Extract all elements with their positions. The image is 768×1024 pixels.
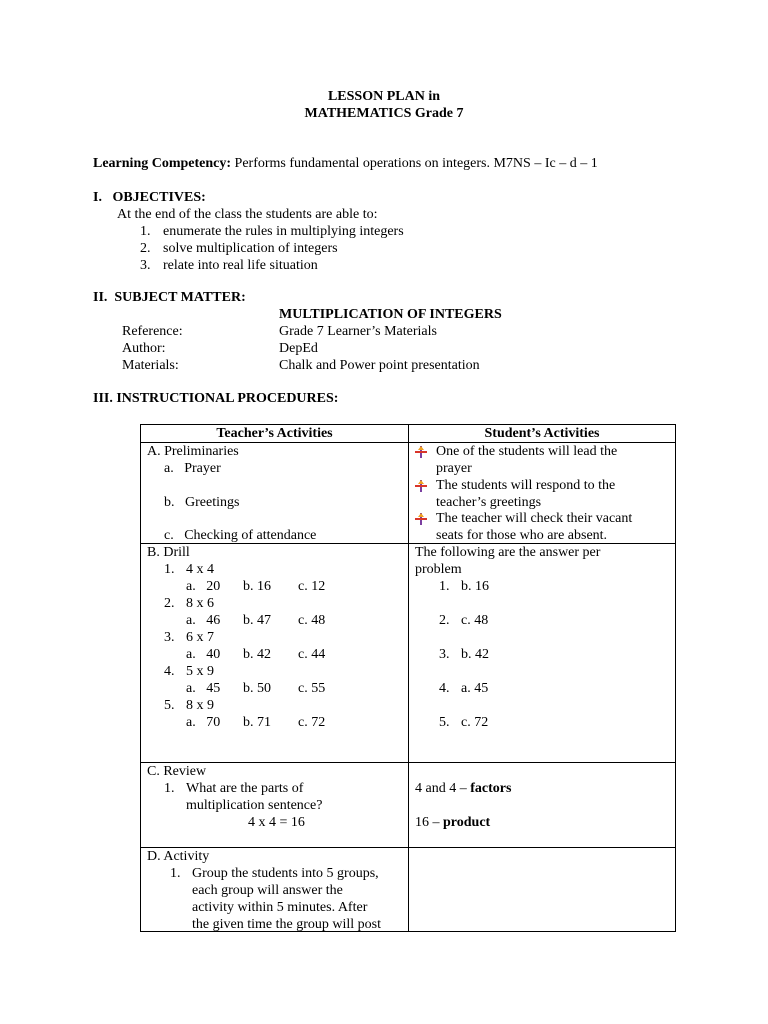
preliminary-item: b. Greetings [164, 495, 240, 510]
preliminaries-title: A. Preliminaries [147, 444, 239, 459]
student-activity-line: seats for those who are absent. [436, 528, 608, 543]
arrow-bullet-icon [415, 480, 427, 492]
activity-student-cell [409, 848, 676, 932]
drill-choice-b: b. 16 [243, 579, 271, 594]
drill-choice-b: b. 47 [243, 613, 271, 628]
review-title: C. Review [147, 764, 207, 779]
drill-question: 5 x 9 [186, 664, 214, 679]
objective-num-3: 3. [140, 258, 151, 273]
activity-teacher-cell [141, 848, 409, 932]
drill-choice-c: c. 55 [298, 681, 326, 696]
review-student-cell [409, 763, 676, 848]
objective-item-3: relate into real life situation [163, 258, 318, 273]
activity-line: each group will answer the [192, 883, 343, 898]
answer-num: 5. [439, 715, 450, 730]
subject-topic: MULTIPLICATION OF INTEGERS [279, 307, 502, 322]
activity-line: Group the students into 5 groups, [192, 866, 379, 881]
drill-choice-c: c. 44 [298, 647, 326, 662]
table-row [141, 443, 676, 544]
arrow-bullet-icon [415, 513, 427, 525]
student-activity-line: teacher’s greetings [436, 495, 542, 510]
drill-choice-c: c. 48 [298, 613, 326, 628]
drill-choice-b: b. 42 [243, 647, 271, 662]
drill-question: 4 x 4 [186, 562, 214, 577]
procedures-heading: III. INSTRUCTIONAL PROCEDURES: [93, 391, 339, 406]
drill-num: 4. [164, 664, 175, 679]
title-line-2: MATHEMATICS Grade 7 [304, 106, 464, 121]
review-answer-text: 16 – [415, 815, 443, 830]
preliminary-item: a. Prayer [164, 461, 221, 476]
student-activities-header: Student’s Activities [409, 425, 676, 443]
drill-choice-b: b. 71 [243, 715, 271, 730]
preliminaries-student-cell [409, 443, 676, 544]
drill-choice-a: a. 40 [186, 647, 221, 662]
drill-question: 8 x 9 [186, 698, 214, 713]
table-header-row [141, 425, 676, 443]
drill-question: 8 x 6 [186, 596, 214, 611]
objective-num-2: 2. [140, 241, 151, 256]
learning-competency [93, 155, 598, 172]
review-teacher-cell [141, 763, 409, 848]
student-activity-line: One of the students will lead the [436, 444, 618, 459]
review-num: 1. [164, 781, 175, 796]
competency-label: Learning Competency: [93, 156, 232, 171]
drill-choice-c: c. 12 [298, 579, 326, 594]
preliminary-item: c. Checking of attendance [164, 528, 317, 543]
materials-value: Chalk and Power point presentation [279, 358, 480, 373]
objectives-heading: I. OBJECTIVES: [93, 190, 206, 205]
title-line-1: LESSON PLAN in [327, 89, 441, 104]
drill-choice-a: a. 45 [186, 681, 221, 696]
competency-text: Performs fundamental operations on integers. M7NS – Ic – d – 1 [231, 156, 598, 171]
table-row [141, 763, 676, 848]
drill-question: 6 x 7 [186, 630, 214, 645]
drill-choice-a: a. 70 [186, 715, 221, 730]
review-answer-bold: factors [470, 781, 512, 796]
answer-value: a. 45 [461, 681, 489, 696]
drill-num: 3. [164, 630, 175, 645]
objective-item-2: solve multiplication of integers [163, 241, 338, 256]
objective-item-1: enumerate the rules in multiplying integers [163, 224, 404, 239]
subject-heading: II. SUBJECT MATTER: [93, 290, 246, 305]
drill-choice-a: a. 46 [186, 613, 221, 628]
answer-value: b. 16 [461, 579, 489, 594]
activity-line: activity within 5 minutes. After [192, 900, 368, 915]
table-row [141, 544, 676, 763]
student-activity-line: The teacher will check their vacant [436, 511, 633, 526]
review-answer-product [415, 814, 490, 831]
drill-teacher-cell [141, 544, 409, 763]
drill-student-cell [409, 544, 676, 763]
drill-student-intro: problem [415, 562, 462, 577]
drill-title: B. Drill [147, 545, 190, 560]
table-row [141, 848, 676, 932]
drill-num: 5. [164, 698, 175, 713]
reference-label: Reference: [122, 324, 183, 339]
activity-num: 1. [170, 866, 181, 881]
review-question-line: multiplication sentence? [186, 798, 323, 813]
drill-num: 1. [164, 562, 175, 577]
objective-num-1: 1. [140, 224, 151, 239]
review-answer-text: 4 and 4 – [415, 781, 471, 796]
arrow-bullet-icon [415, 446, 427, 458]
review-answer-bold: product [443, 815, 491, 830]
review-answer-factors [415, 780, 511, 797]
reference-value: Grade 7 Learner’s Materials [279, 324, 437, 339]
answer-num: 1. [439, 579, 450, 594]
answer-value: b. 42 [461, 647, 489, 662]
materials-label: Materials: [122, 358, 179, 373]
author-label: Author: [122, 341, 166, 356]
teacher-activities-header: Teacher’s Activities [141, 425, 409, 443]
drill-choice-b: b. 50 [243, 681, 271, 696]
drill-num: 2. [164, 596, 175, 611]
preliminaries-teacher-cell [141, 443, 409, 544]
procedures-table [140, 424, 676, 932]
student-activity-line: The students will respond to the [436, 478, 616, 493]
answer-value: c. 48 [461, 613, 489, 628]
drill-choice-a: a. 20 [186, 579, 221, 594]
activity-title: D. Activity [147, 849, 210, 864]
drill-student-intro: The following are the answer per [415, 545, 601, 560]
review-equation: 4 x 4 = 16 [248, 815, 305, 830]
answer-num: 4. [439, 681, 450, 696]
activity-line: the given time the group will post [192, 917, 381, 932]
student-activity-line: prayer [436, 461, 472, 476]
author-value: DepEd [279, 341, 318, 356]
answer-value: c. 72 [461, 715, 489, 730]
review-question-line: What are the parts of [186, 781, 304, 796]
drill-choice-c: c. 72 [298, 715, 326, 730]
answer-num: 3. [439, 647, 450, 662]
answer-num: 2. [439, 613, 450, 628]
objectives-intro: At the end of the class the students are able to: [117, 207, 378, 222]
